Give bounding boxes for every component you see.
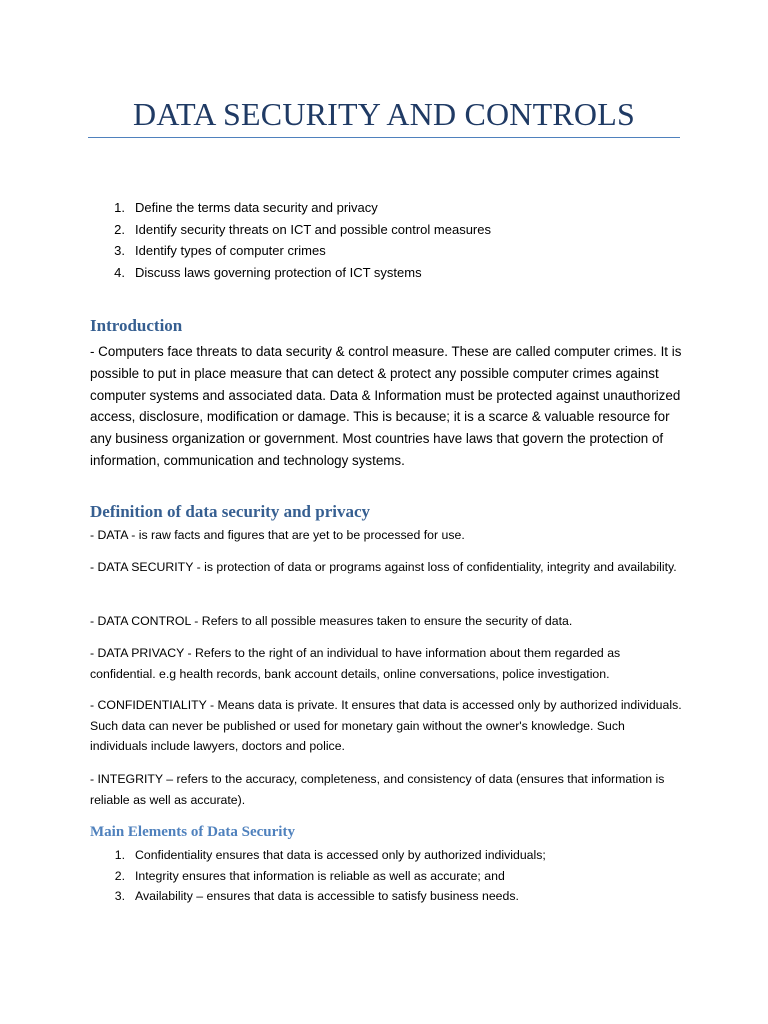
list-number: 1. xyxy=(114,848,125,862)
list-text: Define the terms data security and privacy xyxy=(135,200,378,215)
list-number: 2. xyxy=(114,868,125,883)
objectives-list xyxy=(90,197,491,283)
main-elements-list xyxy=(90,845,546,907)
definition-integrity: - INTEGRITY – refers to the accuracy, completeness, and consistency of data (ensures that information is reliable as well as accurate). xyxy=(90,772,665,807)
list-number: 4. xyxy=(114,264,125,280)
page-title: DATA SECURITY AND CONTROLS xyxy=(133,96,635,132)
list-number: 2. xyxy=(114,221,125,237)
introduction-heading: Introduction xyxy=(90,316,183,335)
list-item xyxy=(90,866,546,887)
list-item xyxy=(90,219,491,241)
list-number: 3. xyxy=(114,243,125,258)
list-item xyxy=(90,240,491,262)
list-text: Confidentiality ensures that data is accessed only by authorized individuals; xyxy=(135,848,546,862)
definition-data: - DATA - is raw facts and figures that are yet to be processed for use. xyxy=(90,528,465,542)
definition-confidentiality: - CONFIDENTIALITY - Means data is private. It ensures that data is accessed only by authorized individuals. Such data can never be published or used for monetary gain without the owner's knowledge. Such individuals include lawyers, doctors and police. xyxy=(90,698,682,753)
title-underline xyxy=(88,137,680,138)
definitions-heading: Definition of data security and privacy xyxy=(90,502,371,521)
list-text: Discuss laws governing protection of ICT systems xyxy=(135,264,422,280)
main-elements-heading: Main Elements of Data Security xyxy=(90,824,295,840)
list-item xyxy=(90,845,546,866)
definition-data-control: - DATA CONTROL - Refers to all possible measures taken to ensure the security of data. xyxy=(90,614,573,628)
list-text: Identify types of computer crimes xyxy=(135,243,326,258)
list-text: Integrity ensures that information is reliable as well as accurate; and xyxy=(135,868,505,883)
list-item xyxy=(90,197,491,219)
list-number: 1. xyxy=(114,200,125,215)
list-item xyxy=(90,886,546,907)
definition-data-security: - DATA SECURITY - is protection of data or programs against loss of confidentiality, integrity and availability. xyxy=(90,560,677,574)
list-text: Identify security threats on ICT and possible control measures xyxy=(135,221,491,237)
list-item xyxy=(90,262,491,284)
introduction-paragraph: - Computers face threats to data security & control measure. These are called computer crimes. It is possible to put in place measure that can detect & protect any possible computer crimes against computer systems and associated data. Data & Information must be protected against unauthorized access, disclosure, modification or damage. This is because; it is a scarce & valuable resource for any business organization or government. Most countries have laws that govern the protection of information, communication and technology systems. xyxy=(90,344,682,468)
definition-data-privacy: - DATA PRIVACY - Refers to the right of an individual to have information about them regarded as confidential. e.g health records, bank account details, online conversations, police investigation. xyxy=(90,646,621,681)
list-number: 3. xyxy=(114,889,125,903)
list-text: Availability – ensures that data is accessible to satisfy business needs. xyxy=(135,889,519,903)
